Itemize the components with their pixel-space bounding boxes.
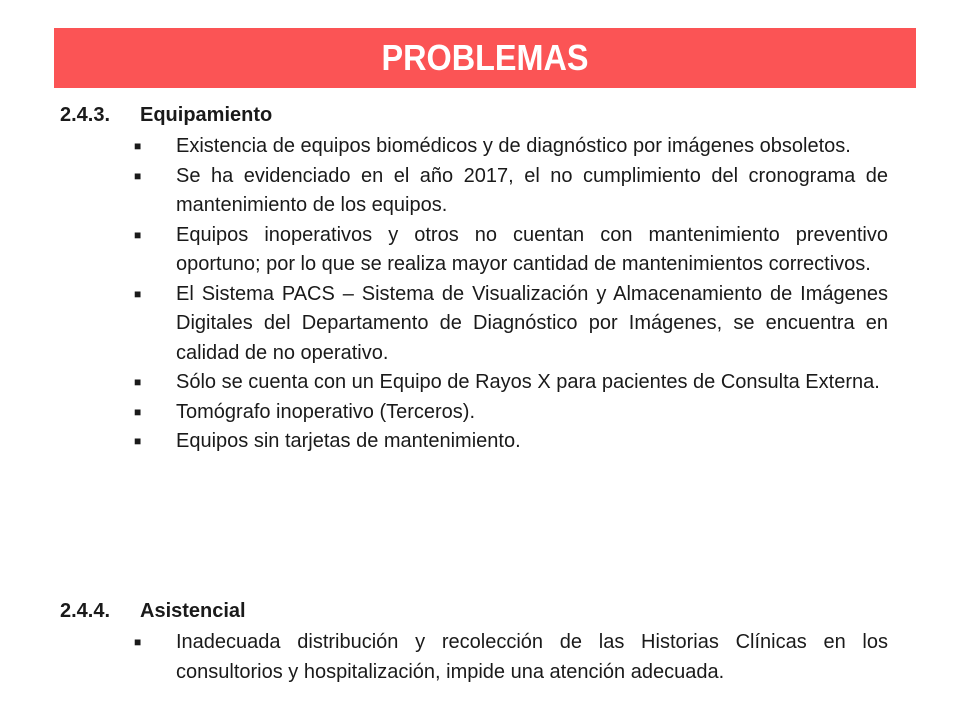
bullet-icon: ■ <box>134 227 142 242</box>
list-item-text: Sólo se cuenta con un Equipo de Rayos X para pacientes de Consulta Externa. <box>176 371 880 393</box>
section-heading <box>60 600 890 628</box>
bullet-icon: ■ <box>134 635 142 649</box>
section-equipamiento <box>60 104 890 457</box>
section-asistencial <box>60 600 890 687</box>
list-item <box>134 162 890 221</box>
list-item <box>134 427 890 457</box>
bullet-icon: ■ <box>134 434 142 448</box>
list-item-text: El Sistema PACS – Sistema de Visualización y Almacenamiento de Imágenes Digitales del Departamento de Diagnóstico por Imágenes, se encuentra en calidad de no operativo. <box>176 282 888 364</box>
section-title: Asistencial <box>140 600 246 622</box>
bullet-list <box>60 628 890 687</box>
bullet-icon: ■ <box>134 286 142 301</box>
bullet-icon: ■ <box>134 375 142 389</box>
bullet-icon: ■ <box>134 168 142 183</box>
section-number: 2.4.4. <box>60 600 111 622</box>
section-number: 2.4.3. <box>60 104 111 126</box>
section-title: Equipamiento <box>140 104 273 126</box>
list-item-text: Existencia de equipos biomédicos y de diagnóstico por imágenes obsoletos. <box>176 135 851 157</box>
list-item-text: Equipos sin tarjetas de mantenimiento. <box>176 430 521 452</box>
title-banner <box>54 28 916 88</box>
bullet-icon: ■ <box>134 139 142 153</box>
bullet-icon: ■ <box>134 404 142 419</box>
list-item-text: Se ha evidenciado en el año 2017, el no cumplimiento del cronograma de mantenimiento de los equipos. <box>176 164 888 216</box>
list-item <box>134 368 890 398</box>
page-title: PROBLEMAS <box>381 37 589 78</box>
list-item-text: Tomógrafo inoperativo (Terceros). <box>176 400 476 423</box>
list-item <box>134 628 890 687</box>
list-item <box>134 221 890 280</box>
section-heading <box>60 104 890 132</box>
list-item-text: Equipos inoperativos y otros no cuentan con mantenimiento preventivo oportuno; por lo que se realiza mayor cantidad de mantenimientos correctivos. <box>176 223 888 275</box>
list-item <box>134 280 890 369</box>
list-item-text: Inadecuada distribución y recolección de las Historias Clínicas en los consultorios y hospitalización, impide una atención adecuada. <box>176 631 888 683</box>
bullet-list <box>60 132 890 457</box>
list-item <box>134 398 890 428</box>
list-item <box>134 132 890 162</box>
